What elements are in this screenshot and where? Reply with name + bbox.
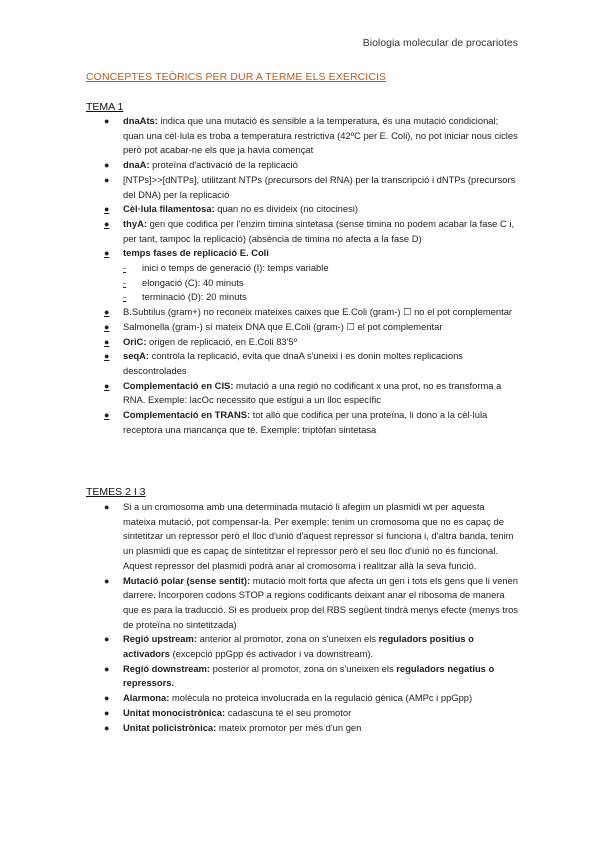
sub-item-text: terminació (D): 20 minuts	[142, 291, 247, 303]
sub-list-item	[123, 290, 520, 305]
list-item	[100, 706, 520, 721]
item-term: temps fases de replicació E. Coli	[123, 247, 269, 259]
list-item	[100, 574, 520, 633]
list-item	[100, 246, 520, 305]
section-heading-temes-2-3: TEMES 2 I 3	[86, 486, 146, 498]
item-text: tot allò que codifica per una proteïna, li dono a la cèl·lula receptora una mancança que té. Exemple: triptòfan sintetasa	[123, 409, 488, 435]
item-text: gen que codifica per l'enzim timina sintetasa (sense timina no podem acabar la fase C i, per tant, tampoc la replicació) (absència de timina no afecta a la fase D)	[123, 217, 515, 244]
item-text: mutació molt forta que afecta un gen i tots els gens que li venen darrere. Incorporen codons STOP a regions codificants deixant anar el ribosoma de manera que es para la traducció. Si es produeix prop del RBS següent tindrà menys efecte (menys tros de proteïna no sintetitzada)	[123, 574, 518, 630]
item-text: B.Subtilus (gram+) no reconeix mateixes caixes que E.Coli (gram-) ☐ no el pot complementar	[123, 306, 513, 318]
tema-1-list	[100, 114, 520, 437]
list-item	[100, 691, 520, 706]
item-text: mutació a una regió no codificant x una prot, no es transforma a RNA. Exemple: lacOc necessito que estigui a un lloc específic	[123, 379, 502, 406]
item-term: thyA:	[123, 217, 147, 229]
bullet-icon: ●	[104, 321, 110, 332]
item-text: anterior al promotor, zona on s'uneixen els	[196, 633, 379, 645]
list-item	[100, 408, 520, 437]
item-text: cadascuna té el seu promotor	[225, 706, 352, 718]
item-term: dnaAts:	[123, 115, 158, 126]
sub-item-text: inici o temps de generació (I): temps variable	[142, 262, 329, 274]
temes-2-3-list	[100, 500, 520, 735]
bullet-icon: ●	[104, 663, 110, 674]
sub-list-item	[123, 261, 520, 276]
item-term: Unitat monocistrònica:	[123, 706, 226, 718]
bullet-icon: ●	[104, 351, 110, 362]
item-term: Unitat policistrònica:	[123, 721, 217, 733]
item-term: reguladors negatius o repressors.	[123, 662, 495, 689]
list-item	[100, 632, 520, 661]
dash-icon: -	[123, 291, 127, 303]
bullet-icon: ●	[104, 380, 110, 391]
page-header: Biologia molecular de procariotes	[362, 37, 518, 49]
bullet-icon: ●	[104, 248, 110, 259]
item-text: origen de replicació, en E.Coli 83'5º	[146, 335, 298, 347]
list-item	[100, 335, 520, 350]
item-text: Si a un cromosoma amb una determinada mutació li afegim un plasmidi wt per aquesta mateixa mutació, pot compensar-la. Per exemple: tenim un cromosoma que no es capaç de sintetitzar un repressor però el lloc d'unió d'aquest repressor sí funciona i, d'altra banda, tenim un plasmidi que es capaç de sintetitzar el repressor però el seu lloc d'unió no és funcional. Aquest repressor del plasmidi podrà anar al cromosoma i realitzar allà la seva funció.	[123, 501, 514, 571]
list-item	[100, 662, 520, 691]
bullet-icon: ●	[104, 502, 110, 512]
bullet-icon: ●	[104, 707, 110, 718]
list-item	[100, 305, 520, 320]
section-heading-tema-1: TEMA 1	[86, 101, 124, 113]
bullet-icon: ●	[104, 204, 110, 215]
list-item	[100, 173, 520, 202]
item-term: Complementació en TRANS:	[123, 409, 251, 421]
bullet-icon: ●	[104, 575, 110, 586]
bullet-icon: ●	[104, 307, 110, 318]
sub-list	[123, 261, 520, 305]
item-text: (excepció ppGpp és activador i va downstream).	[169, 648, 374, 660]
item-text: [NTPs]>>[dNTPs], utilitzant NTPs (precursors del RNA) per la transcripció i dNTPs (precursors del DNA) per la replicació	[123, 173, 516, 200]
bullet-icon: ●	[104, 218, 110, 229]
item-term: Complementació en CIS:	[123, 379, 234, 391]
list-item	[100, 349, 520, 378]
list-item	[100, 320, 520, 335]
bullet-icon: ●	[104, 116, 110, 126]
list-item	[100, 158, 520, 173]
item-text: quan no es divideix (no citocinesi)	[214, 203, 358, 215]
list-item	[100, 217, 520, 246]
item-term: reguladors positius o activadors	[123, 633, 474, 660]
bullet-icon: ●	[104, 722, 110, 733]
list-item	[100, 379, 520, 408]
bullet-icon: ●	[104, 174, 110, 185]
bullet-icon: ●	[104, 634, 110, 645]
bullet-icon: ●	[104, 160, 110, 171]
item-text: posterior al promotor, zona on s'uneixen els	[210, 662, 397, 674]
item-term: Regió downstream:	[123, 662, 210, 674]
item-term: Mutació polar (sense sentit):	[123, 574, 251, 586]
item-term: dnaA:	[123, 159, 150, 171]
list-item	[100, 721, 520, 736]
item-text: molècula no proteica involucrada en la regulació gènica (AMPc i ppGpp)	[169, 692, 473, 704]
bullet-icon: ●	[104, 693, 110, 704]
sub-item-text: elongació (C): 40 minuts	[142, 276, 244, 288]
item-text: controla la replicació, evita que dnaA s'uneixi i es donin moltes replicacions descontrolades	[123, 350, 463, 376]
sub-list-item	[123, 276, 520, 291]
item-term: Cèl·lula filamentosa:	[123, 203, 215, 215]
item-term: OriC:	[123, 335, 147, 347]
list-item	[100, 202, 520, 217]
item-text: mateix promotor per més d'un gen	[216, 721, 362, 733]
list-item	[100, 500, 520, 574]
item-text: proteïna d'activació de la replicació	[149, 159, 298, 171]
item-term: seqA:	[123, 350, 150, 362]
document-title: CONCEPTES TEÒRICS PER DUR A TERME ELS EXERCICIS	[86, 71, 387, 83]
list-item	[100, 114, 520, 158]
bullet-icon: ●	[104, 336, 110, 347]
item-text: indica que una mutació és sensible a la temperatura, és una mutació condicional; quan una cèl·lula es troba a temperatura restrictiva (42ºC per E. Coli), no pot iniciar nous cicles però pot acabar-ne els que ja havia començat	[123, 115, 518, 156]
bullet-icon: ●	[104, 410, 110, 421]
item-term: Regió upstream:	[123, 633, 197, 645]
dash-icon: -	[123, 262, 127, 274]
item-term: Alarmona:	[123, 692, 170, 704]
dash-icon: -	[123, 276, 127, 288]
item-text: Salmonella (gram-) sí mateix DNA que E.Coli (gram-) ☐ el pot complementar	[123, 320, 443, 332]
